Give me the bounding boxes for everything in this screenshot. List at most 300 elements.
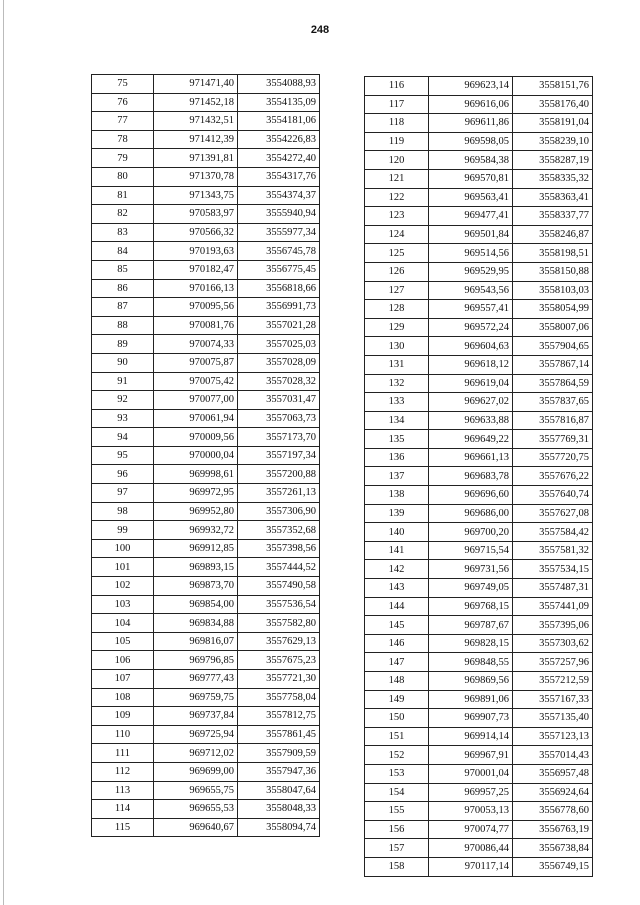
table-row: [92, 670, 320, 689]
coordinate-x: 969972,95: [154, 484, 238, 503]
table-row: [92, 112, 320, 131]
point-number: 105: [92, 632, 154, 651]
point-number: 78: [92, 130, 154, 149]
table-row: [92, 223, 320, 242]
coordinate-y: 3557536,54: [238, 595, 320, 614]
point-number: 107: [92, 670, 154, 689]
point-number: 126: [365, 262, 429, 281]
coordinate-x: 970074,33: [154, 335, 238, 354]
coordinate-x: 969570,81: [429, 169, 513, 188]
coordinate-x: 970086,44: [429, 839, 513, 858]
coordinate-y: 3554317,76: [238, 167, 320, 186]
coordinate-y: 3558094,74: [238, 818, 320, 837]
point-number: 81: [92, 186, 154, 205]
point-number: 136: [365, 448, 429, 467]
coordinate-x: 969893,15: [154, 558, 238, 577]
coordinate-y: 3557135,40: [513, 709, 593, 728]
point-number: 157: [365, 839, 429, 858]
coordinate-y: 3557257,96: [513, 653, 593, 672]
coordinate-x: 969572,24: [429, 318, 513, 337]
table-row: [92, 614, 320, 633]
table-row: [365, 672, 593, 691]
table-row: [365, 783, 593, 802]
table-row: [365, 411, 593, 430]
coordinate-y: 3556775,45: [238, 260, 320, 279]
coordinate-x: 969623,14: [429, 77, 513, 96]
coordinate-x: 970193,63: [154, 242, 238, 261]
coordinate-x: 969891,06: [429, 690, 513, 709]
coordinate-x: 969618,12: [429, 355, 513, 374]
table-row: [365, 709, 593, 728]
point-number: 132: [365, 374, 429, 393]
coordinate-y: 3557212,59: [513, 672, 593, 691]
coordinate-x: 969683,78: [429, 467, 513, 486]
point-number: 129: [365, 318, 429, 337]
coordinate-y: 3557490,58: [238, 577, 320, 596]
coordinate-y: 3557676,22: [513, 467, 593, 486]
coordinate-x: 969912,85: [154, 539, 238, 558]
coordinate-y: 3557629,13: [238, 632, 320, 651]
table-row: [365, 225, 593, 244]
point-number: 83: [92, 223, 154, 242]
point-number: 111: [92, 744, 154, 763]
coordinate-y: 3557534,15: [513, 560, 593, 579]
coordinate-y: 3557640,74: [513, 486, 593, 505]
coordinate-x: 971370,78: [154, 167, 238, 186]
table-row: [92, 130, 320, 149]
point-number: 147: [365, 653, 429, 672]
coordinate-x: 969957,25: [429, 783, 513, 802]
table-row: [92, 75, 320, 94]
table-row: [92, 93, 320, 112]
point-number: 131: [365, 355, 429, 374]
coordinate-y: 3557584,42: [513, 523, 593, 542]
point-number: 141: [365, 541, 429, 560]
coordinate-x: 969828,15: [429, 634, 513, 653]
table-row: [365, 541, 593, 560]
table-row: [92, 353, 320, 372]
coordinate-y: 3557200,88: [238, 465, 320, 484]
coordinate-y: 3557306,90: [238, 502, 320, 521]
coordinate-y: 3556818,66: [238, 279, 320, 298]
coordinate-x: 969731,56: [429, 560, 513, 579]
table-row: [365, 151, 593, 170]
coordinate-y: 3557487,31: [513, 579, 593, 598]
coordinate-y: 3557816,87: [513, 411, 593, 430]
coordinate-y: 3557395,06: [513, 616, 593, 635]
coordinate-x: 969749,05: [429, 579, 513, 598]
coordinate-x: 969616,06: [429, 95, 513, 114]
table-row: [92, 335, 320, 354]
coordinate-x: 969907,73: [429, 709, 513, 728]
coordinate-x: 970182,47: [154, 260, 238, 279]
coordinate-x: 969952,80: [154, 502, 238, 521]
coordinate-x: 969914,14: [429, 727, 513, 746]
coordinate-y: 3557812,75: [238, 707, 320, 726]
coordinate-y: 3557197,34: [238, 446, 320, 465]
coordinate-y: 3557441,09: [513, 597, 593, 616]
coordinate-x: 969477,41: [429, 207, 513, 226]
point-number: 154: [365, 783, 429, 802]
point-number: 149: [365, 690, 429, 709]
table-row: [365, 132, 593, 151]
table-row: [365, 727, 593, 746]
table-row: [92, 298, 320, 317]
table-row: [92, 391, 320, 410]
coordinate-y: 3558337,77: [513, 207, 593, 226]
coordinate-y: 3557303,62: [513, 634, 593, 653]
table-row: [365, 300, 593, 319]
coordinate-x: 969557,41: [429, 300, 513, 319]
coordinate-y: 3557904,65: [513, 337, 593, 356]
coordinate-y: 3557720,75: [513, 448, 593, 467]
table-row: [92, 279, 320, 298]
coordinate-x: 969700,20: [429, 523, 513, 542]
coordinate-y: 3557173,70: [238, 428, 320, 447]
point-number: 142: [365, 560, 429, 579]
coordinate-y: 3557028,32: [238, 372, 320, 391]
scan-edge-line: [3, 0, 4, 905]
coordinate-x: 969816,07: [154, 632, 238, 651]
table-row: [92, 800, 320, 819]
coordinate-y: 3558048,33: [238, 800, 320, 819]
point-number: 151: [365, 727, 429, 746]
point-number: 140: [365, 523, 429, 542]
point-number: 79: [92, 149, 154, 168]
point-number: 82: [92, 205, 154, 224]
table-row: [365, 207, 593, 226]
point-number: 96: [92, 465, 154, 484]
coordinate-y: 3557031,47: [238, 391, 320, 410]
table-row: [92, 260, 320, 279]
point-number: 99: [92, 521, 154, 540]
table-row: [92, 186, 320, 205]
table-row: [92, 744, 320, 763]
coordinate-x: 969640,67: [154, 818, 238, 837]
coordinate-x: 969655,75: [154, 781, 238, 800]
table-row: [92, 632, 320, 651]
coordinate-x: 970166,13: [154, 279, 238, 298]
coordinate-y: 3556749,15: [513, 857, 593, 876]
coordinate-x: 970061,94: [154, 409, 238, 428]
point-number: 98: [92, 502, 154, 521]
table-row: [92, 539, 320, 558]
point-number: 95: [92, 446, 154, 465]
point-number: 104: [92, 614, 154, 633]
coordinate-y: 3557837,65: [513, 393, 593, 412]
table-row: [365, 820, 593, 839]
coordinate-x: 969501,84: [429, 225, 513, 244]
coordinate-x: 969649,22: [429, 430, 513, 449]
coordinate-y: 3556738,84: [513, 839, 593, 858]
coordinate-x: 969834,88: [154, 614, 238, 633]
coordinate-x: 969712,02: [154, 744, 238, 763]
coordinate-y: 3558363,41: [513, 188, 593, 207]
point-number: 128: [365, 300, 429, 319]
table-row: [92, 502, 320, 521]
point-number: 92: [92, 391, 154, 410]
coordinate-x: 969661,13: [429, 448, 513, 467]
table-row: [92, 725, 320, 744]
coordinate-x: 969686,00: [429, 504, 513, 523]
coordinate-y: 3558239,10: [513, 132, 593, 151]
coordinate-y: 3558335,32: [513, 169, 593, 188]
table-row: [92, 428, 320, 447]
coordinate-x: 971412,39: [154, 130, 238, 149]
coordinate-y: 3554272,40: [238, 149, 320, 168]
coordinate-x: 969584,38: [429, 151, 513, 170]
coordinate-y: 3557028,09: [238, 353, 320, 372]
table-row: [92, 558, 320, 577]
coordinate-y: 3557444,52: [238, 558, 320, 577]
coordinate-x: 969869,56: [429, 672, 513, 691]
coordinate-x: 970000,04: [154, 446, 238, 465]
point-number: 97: [92, 484, 154, 503]
coordinate-x: 969854,00: [154, 595, 238, 614]
point-number: 133: [365, 393, 429, 412]
point-number: 89: [92, 335, 154, 354]
table-row: [365, 318, 593, 337]
coordinate-x: 969759,75: [154, 688, 238, 707]
coordinates-table-left: [91, 74, 320, 837]
coordinate-y: 3557627,08: [513, 504, 593, 523]
coordinate-y: 3554135,09: [238, 93, 320, 112]
point-number: 152: [365, 746, 429, 765]
table-row: [92, 167, 320, 186]
point-number: 150: [365, 709, 429, 728]
coordinate-x: 970095,56: [154, 298, 238, 317]
table-row: [365, 597, 593, 616]
coordinate-x: 971452,18: [154, 93, 238, 112]
coordinate-y: 3557861,45: [238, 725, 320, 744]
point-number: 87: [92, 298, 154, 317]
table-row: [92, 446, 320, 465]
point-number: 101: [92, 558, 154, 577]
point-number: 90: [92, 353, 154, 372]
table-row: [365, 616, 593, 635]
table-row: [365, 77, 593, 96]
coordinate-y: 3557025,03: [238, 335, 320, 354]
coordinate-y: 3558176,40: [513, 95, 593, 114]
coordinate-y: 3554181,06: [238, 112, 320, 131]
point-number: 137: [365, 467, 429, 486]
coordinate-x: 970081,76: [154, 316, 238, 335]
point-number: 123: [365, 207, 429, 226]
table-row: [92, 521, 320, 540]
table-row: [92, 372, 320, 391]
point-number: 103: [92, 595, 154, 614]
point-number: 119: [365, 132, 429, 151]
coordinate-y: 3558191,04: [513, 114, 593, 133]
table-row: [92, 484, 320, 503]
point-number: 91: [92, 372, 154, 391]
coordinate-y: 3555977,34: [238, 223, 320, 242]
point-number: 117: [365, 95, 429, 114]
coordinate-y: 3557167,33: [513, 690, 593, 709]
point-number: 120: [365, 151, 429, 170]
coordinate-x: 969699,00: [154, 762, 238, 781]
coordinate-y: 3557721,30: [238, 670, 320, 689]
table-row: [92, 205, 320, 224]
point-number: 130: [365, 337, 429, 356]
coordinate-y: 3554226,83: [238, 130, 320, 149]
point-number: 144: [365, 597, 429, 616]
point-number: 121: [365, 169, 429, 188]
point-number: 108: [92, 688, 154, 707]
coordinate-x: 969715,54: [429, 541, 513, 560]
coordinate-y: 3558198,51: [513, 244, 593, 263]
table-row: [92, 316, 320, 335]
table-row: [92, 409, 320, 428]
coordinate-x: 969529,95: [429, 262, 513, 281]
point-number: 80: [92, 167, 154, 186]
table-row: [365, 355, 593, 374]
coordinate-x: 969619,04: [429, 374, 513, 393]
point-number: 116: [365, 77, 429, 96]
point-number: 125: [365, 244, 429, 263]
table-row: [365, 486, 593, 505]
coordinate-y: 3557582,80: [238, 614, 320, 633]
coordinate-x: 970075,42: [154, 372, 238, 391]
coordinate-y: 3556778,60: [513, 802, 593, 821]
point-number: 112: [92, 762, 154, 781]
table-row: [365, 560, 593, 579]
table-row: [92, 651, 320, 670]
coordinate-y: 3557123,13: [513, 727, 593, 746]
coordinate-x: 969737,84: [154, 707, 238, 726]
coordinate-y: 3557864,59: [513, 374, 593, 393]
coordinate-x: 969768,15: [429, 597, 513, 616]
point-number: 84: [92, 242, 154, 261]
point-number: 85: [92, 260, 154, 279]
point-number: 118: [365, 114, 429, 133]
point-number: 122: [365, 188, 429, 207]
table-row: [365, 448, 593, 467]
coordinate-x: 969932,72: [154, 521, 238, 540]
coordinate-x: 969796,85: [154, 651, 238, 670]
point-number: 77: [92, 112, 154, 131]
coordinate-y: 3554374,37: [238, 186, 320, 205]
coordinate-y: 3558007,06: [513, 318, 593, 337]
table-row: [365, 857, 593, 876]
coordinate-x: 969627,02: [429, 393, 513, 412]
coordinate-x: 969998,61: [154, 465, 238, 484]
table-row: [365, 188, 593, 207]
coordinates-table-right: [364, 76, 593, 877]
coordinate-x: 969967,91: [429, 746, 513, 765]
coordinate-x: 970077,00: [154, 391, 238, 410]
coordinate-y: 3556763,19: [513, 820, 593, 839]
coordinate-x: 970053,13: [429, 802, 513, 821]
coordinate-x: 970074,77: [429, 820, 513, 839]
coordinate-x: 969611,86: [429, 114, 513, 133]
coordinate-x: 969633,88: [429, 411, 513, 430]
coordinate-x: 969696,60: [429, 486, 513, 505]
table-row: [365, 262, 593, 281]
coordinate-y: 3557398,56: [238, 539, 320, 558]
point-number: 93: [92, 409, 154, 428]
point-number: 88: [92, 316, 154, 335]
coordinate-y: 3557909,59: [238, 744, 320, 763]
coordinate-x: 970566,32: [154, 223, 238, 242]
coordinate-x: 970075,87: [154, 353, 238, 372]
point-number: 106: [92, 651, 154, 670]
table-row: [92, 688, 320, 707]
coordinate-y: 3558054,99: [513, 300, 593, 319]
coordinate-x: 969848,55: [429, 653, 513, 672]
coordinate-x: 971391,81: [154, 149, 238, 168]
table-row: [92, 707, 320, 726]
coordinate-x: 971471,40: [154, 75, 238, 94]
point-number: 109: [92, 707, 154, 726]
coordinate-x: 969873,70: [154, 577, 238, 596]
table-row: [365, 634, 593, 653]
coordinate-y: 3558103,03: [513, 281, 593, 300]
coordinate-x: 969563,41: [429, 188, 513, 207]
point-number: 115: [92, 818, 154, 837]
coordinate-x: 970009,56: [154, 428, 238, 447]
coordinate-x: 971343,75: [154, 186, 238, 205]
point-number: 135: [365, 430, 429, 449]
point-number: 75: [92, 75, 154, 94]
coordinate-y: 3556745,78: [238, 242, 320, 261]
table-row: [365, 839, 593, 858]
coordinate-x: 969787,67: [429, 616, 513, 635]
table-row: [92, 465, 320, 484]
coordinate-y: 3558047,64: [238, 781, 320, 800]
coordinate-x: 970117,14: [429, 857, 513, 876]
table-row: [92, 781, 320, 800]
point-number: 110: [92, 725, 154, 744]
coordinate-y: 3557769,31: [513, 430, 593, 449]
coordinate-x: 969543,56: [429, 281, 513, 300]
point-number: 156: [365, 820, 429, 839]
coordinate-y: 3557014,43: [513, 746, 593, 765]
coordinate-y: 3556991,73: [238, 298, 320, 317]
point-number: 113: [92, 781, 154, 800]
coordinate-x: 969514,56: [429, 244, 513, 263]
table-row: [365, 337, 593, 356]
point-number: 124: [365, 225, 429, 244]
coordinate-y: 3555940,94: [238, 205, 320, 224]
coordinate-y: 3557947,36: [238, 762, 320, 781]
coordinate-y: 3557261,13: [238, 484, 320, 503]
point-number: 76: [92, 93, 154, 112]
coordinate-y: 3556924,64: [513, 783, 593, 802]
table-row: [92, 149, 320, 168]
coordinate-x: 969655,53: [154, 800, 238, 819]
coordinate-y: 3557581,32: [513, 541, 593, 560]
table-row: [365, 374, 593, 393]
table-row: [365, 579, 593, 598]
point-number: 153: [365, 764, 429, 783]
point-number: 134: [365, 411, 429, 430]
table-row: [365, 393, 593, 412]
table-row: [92, 762, 320, 781]
table-row: [365, 746, 593, 765]
coordinate-x: 969598,05: [429, 132, 513, 151]
table-row: [365, 504, 593, 523]
page-number: 248: [310, 24, 330, 36]
coordinate-x: 969777,43: [154, 670, 238, 689]
table-row: [365, 764, 593, 783]
table-row: [92, 577, 320, 596]
coordinate-y: 3554088,93: [238, 75, 320, 94]
coordinate-x: 969604,63: [429, 337, 513, 356]
point-number: 145: [365, 616, 429, 635]
coordinate-y: 3558246,87: [513, 225, 593, 244]
coordinate-y: 3558287,19: [513, 151, 593, 170]
